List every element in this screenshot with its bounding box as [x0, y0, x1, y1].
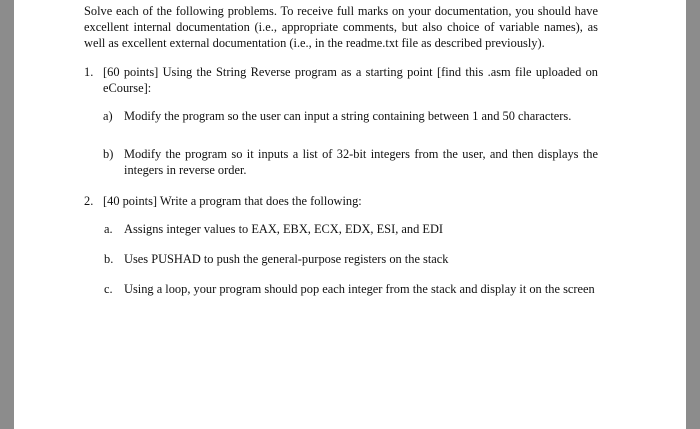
question-1-part-a [103, 108, 598, 124]
question-number: 1. [84, 65, 94, 79]
question-2-part-b [104, 251, 598, 267]
part-text: Assigns integer values to EAX, EBX, ECX, EDX, ESI, and EDI [124, 222, 444, 236]
part-letter: c. [104, 282, 113, 296]
question-2-part-c [104, 281, 598, 297]
part-letter: b) [103, 147, 114, 161]
part-letter: a) [103, 109, 113, 123]
instructions-paragraph: Solve each of the following problems. To receive full marks on your documentation, you should have excellent internal documentation (i.e., appropriate comments, but also choice of variable names), as well as excellent external documentation (i.e., in the readme.txt file as described previously). [84, 4, 598, 50]
question-1 [84, 64, 598, 96]
part-text: Modify the program so the user can input a string containing between 1 and 50 characters. [124, 109, 572, 123]
part-text: Modify the program so it inputs a list of 32-bit integers from the user, and then displays the integers in reverse order. [124, 147, 598, 177]
document-content [84, 0, 598, 297]
question-1-part-b [103, 146, 598, 178]
question-text: [40 points] Write a program that does the following: [103, 194, 362, 208]
question-number: 2. [84, 194, 94, 208]
part-letter: a. [104, 222, 113, 236]
part-text: Using a loop, your program should pop each integer from the stack and display it on the screen [124, 282, 595, 296]
document-page [14, 0, 686, 429]
question-2-part-a [104, 221, 598, 237]
part-letter: b. [104, 252, 114, 266]
question-2 [84, 193, 598, 209]
part-text: Uses PUSHAD to push the general-purpose registers on the stack [124, 252, 449, 266]
question-text: [60 points] Using the String Reverse program as a starting point [find this .asm file uploaded on eCourse]: [103, 65, 598, 95]
